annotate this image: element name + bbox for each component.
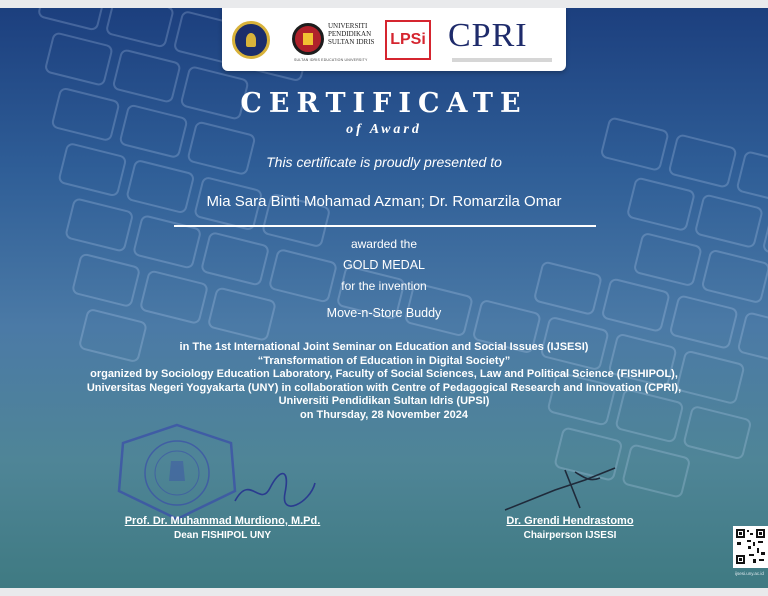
dean-signature [230,463,320,513]
lpsi-logo: LPSi [385,20,431,60]
cpri-logo: CPRI [448,17,528,54]
upsi-name: UNIVERSITI PENDIDIKAN SULTAN IDRIS [328,22,375,46]
invention-label: for the invention [341,279,427,293]
event-details [0,341,768,422]
qr-code [733,526,768,568]
awarded-text: awarded the [350,237,418,251]
qr-caption: ijsesi.uny.ac.id [735,571,764,576]
dean-name: Prof. Dr. Muhammad Murdiono, M.Pd. [124,515,321,527]
certificate-title: CERTIFICATE [240,88,528,119]
cpri-tagline-bar [452,58,552,62]
event-line: organized by Sociology Education Laboratory, Faculty of Social Sciences, Law and Political Science (FISHIPOL), [90,368,678,380]
dean-role: Dean FISHIPOL UNY [173,530,272,541]
recipient-underline [174,225,596,227]
event-line: on Thursday, 28 November 2024 [300,408,468,421]
invention-name: Move-n-Store Buddy [326,306,442,320]
recipient-names: Mia Sara Binti Mohamad Azman; Dr. Romarzila Omar [206,193,562,210]
chairperson-role: Chairperson IJSESI [523,530,617,541]
event-line: Universitas Negeri Yogyakarta (UNY) in collaboration with Centre of Pedagogical Research and Innovation (CPRI), [86,381,682,394]
event-line: Universiti Pendidikan Sultan Idris (UPSI) [278,395,490,407]
upsi-crest-logo [292,23,324,55]
event-line: in The 1st International Joint Seminar on Education and Social Issues (IJSESI) [179,341,589,353]
certificate-subtitle: of Award [346,122,422,137]
uny-logo [232,21,270,59]
upsi-subname: SULTAN IDRIS EDUCATION UNIVERSITY [294,58,368,62]
certificate [0,8,768,588]
event-line: “Transformation of Education in Digital Society” [257,354,511,367]
chairperson-name: Dr. Grendi Hendrastomo [506,515,634,527]
logo-bar [222,8,566,71]
presented-text: This certificate is proudly presented to [266,154,502,170]
medal-text: GOLD MEDAL [343,258,425,272]
official-seal-stamp [113,421,241,523]
chairperson-signature [495,460,620,520]
